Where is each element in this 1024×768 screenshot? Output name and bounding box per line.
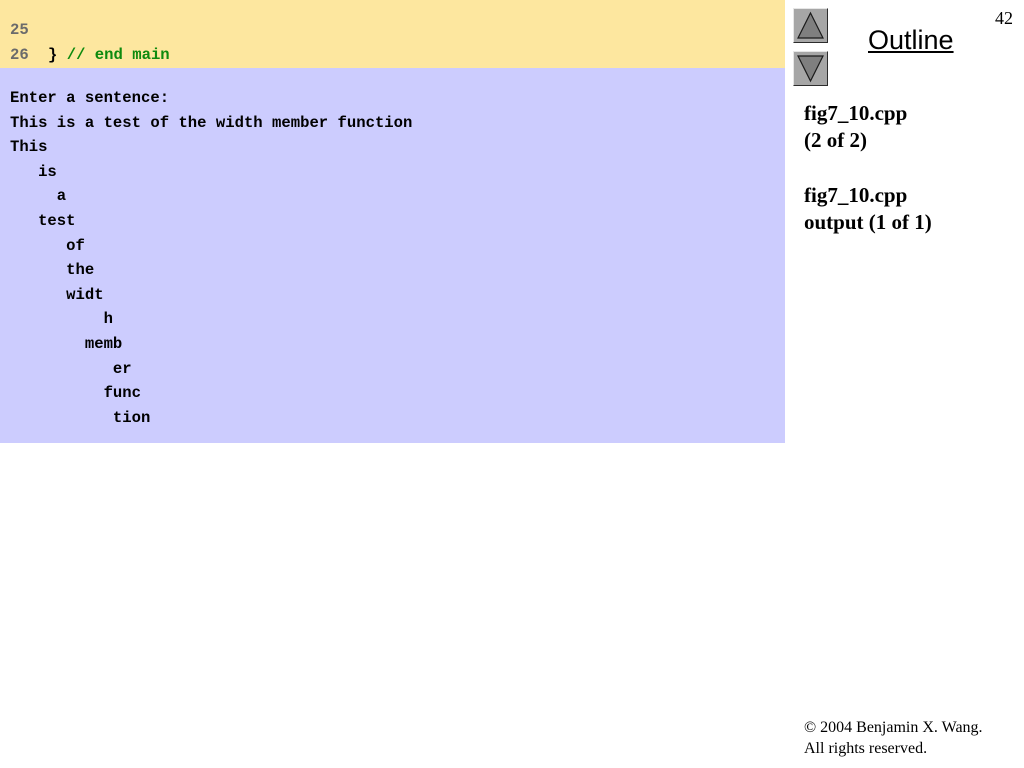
code-line [10,20,48,40]
program-output [0,68,785,443]
output-line: of [10,236,85,255]
copyright-notice: © 2004 Benjamin X. Wang. [804,719,983,736]
previous-slide-button[interactable] [793,8,828,43]
next-slide-button[interactable] [793,51,828,86]
file-caption: fig7_10.cpp [804,183,908,207]
output-line: er [10,359,132,378]
outline-link[interactable]: Outline [868,25,954,55]
triangle-down-icon [794,52,827,85]
output-lines [10,86,412,430]
output-line: func [10,384,142,403]
closing-brace: } [48,46,58,64]
triangle-up-icon [794,9,827,42]
file-caption: (2 of 2) [804,128,867,152]
output-line: the [10,261,95,280]
output-line: This [10,138,48,157]
slide-number: 42 [995,8,1013,28]
output-line: a [10,187,67,206]
output-line: This is a test of the width member function [10,113,413,132]
copyright-rights: All rights reserved. [804,740,928,757]
file-caption: fig7_10.cpp [804,101,908,125]
output-line: widt [10,285,104,304]
output-line: memb [10,334,123,353]
file-caption: output (1 of 1) [804,210,932,234]
code-comment: // end main [66,46,170,64]
output-line: test [10,211,76,230]
line-number: 25 [10,21,29,39]
output-line: Enter a sentence: [10,89,170,107]
output-line: tion [10,408,151,427]
code-line [10,45,170,65]
output-line: is [10,162,57,181]
line-number: 26 [10,46,29,64]
output-line: h [10,310,113,329]
code-listing [0,0,785,68]
